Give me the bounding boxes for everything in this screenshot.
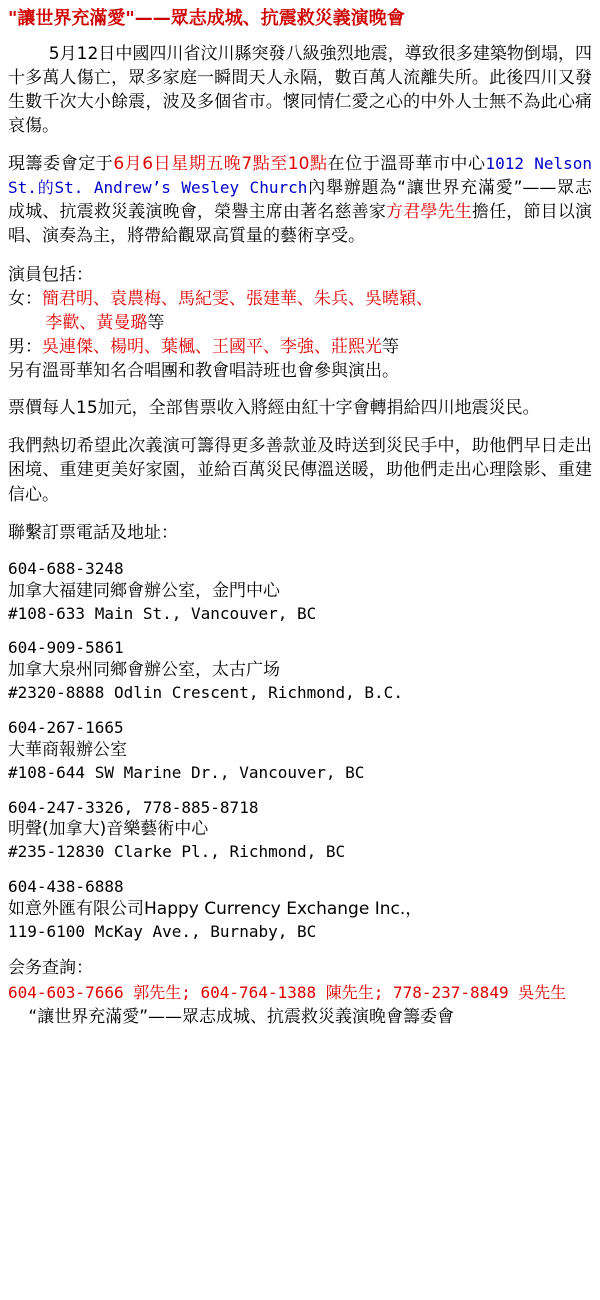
paragraph-event-details [8, 152, 592, 249]
cast-section [8, 263, 592, 384]
cast-male-names: 吳連傑、楊明、葉楓、王國平、李強、莊熙光 [42, 336, 382, 357]
contact-address: #2320-8888 Odlin Crescent, Richmond, B.C. [8, 683, 403, 703]
inquiry-heading: 会务查詢： [8, 957, 93, 978]
contact-entry [8, 558, 592, 625]
event-venue-address: 1012 Nelson St.的St. Andrew’s Wesley Church [8, 154, 593, 198]
organizing-committee-signature: “讓世界充滿愛”——眾志成城、抗震救災義演晚會籌委會 [28, 1006, 455, 1027]
cast-female-names-1: 簡君明、袁農梅、馬紀雯、張建華、朱兵、吳曉穎、 [42, 288, 433, 309]
cast-female-suffix: 等 [147, 312, 165, 333]
contact-phone: 604-267-1665 [8, 718, 124, 738]
event-location-text: 在位于溫哥華市中心 [327, 154, 486, 175]
contact-org: 大華商報辦公室 [8, 739, 127, 760]
contact-entry [8, 876, 592, 943]
event-date-time: 6月6日星期五晚7點至10點 [113, 154, 328, 175]
event-theme-text: 內舉辦題為“讓世界充滿愛”——眾志成城、抗震救災義演晚會，榮譽主席由著名慈善家 [8, 178, 592, 223]
contact-org: 如意外匯有限公司Happy Currency Exchange Inc.， [8, 898, 423, 919]
contact-heading: 聯繫訂票電話及地址： [8, 522, 178, 543]
contact-phone: 604-438-6888 [8, 877, 124, 897]
paragraph-earthquake: 5月12日中國四川省汶川縣突發八級強烈地震，導致很多建築物倒塌，四十多萬人傷亡，眾多家庭一瞬間天人永隔，數百萬人流離失所。此後四川又發生數千次大小餘震，波及多個省市。懷同情仁愛之心的中外人士無不為此心痛哀傷。 [8, 43, 592, 136]
contact-phone: 604-688-3248 [8, 558, 124, 578]
cast-male-suffix: 等 [382, 336, 399, 357]
contact-address: #235-12830 Clarke Pl., Richmond, BC [8, 842, 346, 862]
inquiry-phone-line: 604-603-7666 郭先生; 604-764-1388 陳先生; 778-237-8849 吳先生 [8, 982, 567, 1002]
cast-female-line1 [8, 287, 592, 311]
contact-phone: 604-247-3326, 778-885-8718 [8, 797, 259, 817]
cast-female-names-2: 李歡、黃曼璐 [45, 312, 148, 333]
contact-entry [8, 797, 592, 864]
cast-female-label: 女： [8, 288, 42, 309]
honorary-chair-name: 方君學先生 [386, 202, 472, 223]
event-program-text: 擔任，節目以演唱、演奏為主，將帶給觀眾高質量的藝術享受。 [8, 202, 593, 247]
paragraph-wishes: 我們熱切希望此次義演可籌得更多善款並及時送到災民手中，助他們早日走出困境、重建更美好家園，並給百萬災民傳溫送暖，助他們走出心理陰影、重建信心。 [8, 436, 592, 505]
contact-address: 119-6100 McKay Ave., Burnaby, BC [8, 922, 317, 942]
contact-address: #108-633 Main St., Vancouver, BC [8, 603, 317, 623]
cast-female-line2 [8, 311, 592, 335]
cast-male-label: 男： [8, 336, 42, 357]
contact-org: 加拿大福建同鄉會辦公室，金門中心 [8, 580, 280, 601]
contact-entry [8, 717, 592, 784]
cast-male-line [8, 335, 592, 359]
event-intro-text: 現籌委會定于 [8, 154, 114, 175]
cast-heading: 演員包括： [8, 264, 93, 285]
contact-org: 加拿大泉州同鄉會辦公室，太古广场 [8, 660, 280, 681]
contact-entry [8, 637, 592, 704]
contact-address: #108-644 SW Marine Dr., Vancouver, BC [8, 762, 365, 782]
paragraph-ticket-price: 票價每人15加元，全部售票收入將經由紅十字會轉捐給四川地震災民。 [8, 398, 540, 419]
contact-org: 明聲(加拿大)音樂藝術中心 [8, 819, 209, 840]
contact-phone: 604-909-5861 [8, 638, 124, 658]
page-title: "讓世界充滿愛"——眾志成城、抗震救災義演晚會 [8, 8, 405, 29]
cast-extra-groups: 另有溫哥華知名合唱團和教會唱詩班也會參與演出。 [8, 361, 399, 382]
